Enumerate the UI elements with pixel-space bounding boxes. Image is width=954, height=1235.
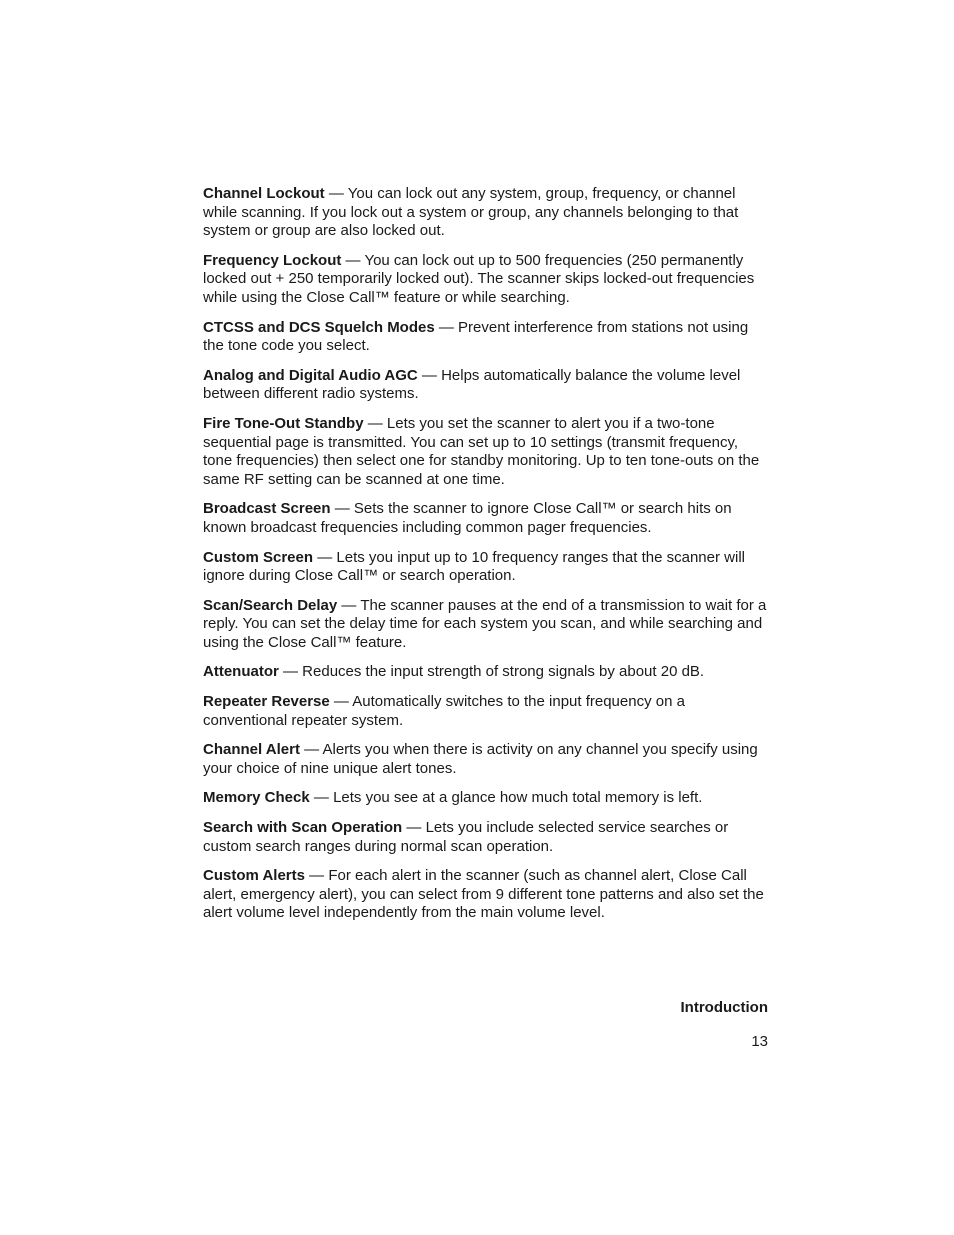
feature-description: Reduces the input strength of strong signals by about 20 dB. bbox=[302, 663, 705, 681]
feature-description: You can lock out any system, group, frequency, or channel while scanning. If you lock out a system or group, any channels belonging to that system or group are also locked out. bbox=[203, 185, 739, 240]
feature-term: Memory Check bbox=[203, 789, 310, 807]
feature-fire-tone-out bbox=[203, 415, 771, 489]
separator: — bbox=[417, 366, 442, 384]
feature-term: Scan/Search Delay bbox=[203, 596, 338, 614]
feature-term: Frequency Lockout bbox=[203, 251, 342, 269]
separator: — bbox=[304, 867, 329, 885]
feature-term: Custom Alerts bbox=[203, 867, 305, 885]
feature-broadcast-screen bbox=[203, 500, 771, 537]
separator: — bbox=[434, 318, 459, 336]
footer-section-title: Introduction bbox=[680, 999, 768, 1016]
separator: — bbox=[324, 185, 348, 202]
feature-custom-alerts bbox=[203, 867, 771, 923]
feature-frequency-lockout bbox=[203, 252, 771, 308]
separator: — bbox=[309, 789, 334, 807]
page-number: 13 bbox=[751, 1033, 768, 1050]
feature-description: You can lock out up to 500 frequencies (250 permanently locked out + 250 temporarily locked out). The scanner skips locked-out frequencies while using the Close Call™ feature or while searching. bbox=[203, 251, 755, 306]
feature-attenuator bbox=[203, 663, 771, 682]
feature-term: Broadcast Screen bbox=[203, 500, 331, 518]
separator: — bbox=[330, 500, 354, 518]
feature-description: Lets you input up to 10 frequency ranges that the scanner will ignore during Close Call™ or search operation. bbox=[203, 548, 745, 585]
feature-channel-alert bbox=[203, 741, 771, 778]
feature-description: Lets you set the scanner to alert you if a two-tone sequential page is transmitted. You can set up to 10 settings (transmit frequency, tone frequencies) then select one for standby monitoring. Up to ten tone-outs on the same RF setting can be scanned at one time. bbox=[203, 414, 760, 488]
feature-description: Prevent interference from stations not using the tone code you select. bbox=[203, 318, 749, 355]
feature-term: Custom Screen bbox=[203, 548, 314, 566]
feature-memory-check bbox=[203, 789, 771, 808]
separator: — bbox=[278, 663, 303, 681]
feature-term: CTCSS and DCS Squelch Modes bbox=[203, 318, 435, 336]
feature-term: Fire Tone-Out Standby bbox=[203, 414, 364, 432]
feature-term: Channel Alert bbox=[203, 741, 300, 759]
feature-term: Search with Scan Operation bbox=[203, 819, 403, 837]
separator: — bbox=[313, 548, 337, 566]
separator: — bbox=[299, 741, 323, 759]
feature-description: Lets you see at a glance how much total memory is left. bbox=[333, 789, 703, 807]
separator: — bbox=[341, 251, 365, 269]
feature-description: Automatically switches to the input frequency on a conventional repeater system. bbox=[203, 693, 685, 729]
feature-term: Repeater Reverse bbox=[203, 693, 330, 711]
feature-repeater-reverse bbox=[203, 693, 771, 730]
feature-description: Lets you include selected service searches or custom search ranges during normal scan operation. bbox=[203, 819, 729, 855]
feature-search-with-scan bbox=[203, 819, 771, 856]
feature-scan-search-delay bbox=[203, 597, 771, 653]
separator: — bbox=[363, 414, 387, 432]
feature-description: Alerts you when there is activity on any channel you specify using your choice of nine unique alert tones. bbox=[203, 741, 758, 777]
feature-list bbox=[203, 185, 771, 934]
feature-description: For each alert in the scanner (such as channel alert, Close Call alert, emergency alert), you can select from 9 different tone patterns and also set the alert volume level independently from the main volume level. bbox=[203, 867, 764, 922]
separator: — bbox=[329, 693, 353, 711]
feature-description: The scanner pauses at the end of a transmission to wait for a reply. You can set the delay time for each system you scan, and while searching and using the Close Call™ feature. bbox=[203, 596, 767, 651]
separator: — bbox=[402, 819, 426, 837]
feature-audio-agc bbox=[203, 367, 771, 404]
separator: — bbox=[337, 596, 361, 614]
feature-description: Sets the scanner to ignore Close Call™ or search hits on known broadcast frequencies including common pager frequencies. bbox=[203, 500, 732, 536]
feature-custom-screen bbox=[203, 549, 771, 586]
feature-description: Helps automatically balance the volume level between different radio systems. bbox=[203, 366, 741, 403]
feature-term: Channel Lockout bbox=[203, 185, 325, 202]
feature-term: Attenuator bbox=[203, 663, 279, 681]
feature-term: Analog and Digital Audio AGC bbox=[203, 366, 418, 384]
feature-ctcss-dcs bbox=[203, 319, 771, 356]
feature-channel-lockout bbox=[203, 185, 771, 241]
